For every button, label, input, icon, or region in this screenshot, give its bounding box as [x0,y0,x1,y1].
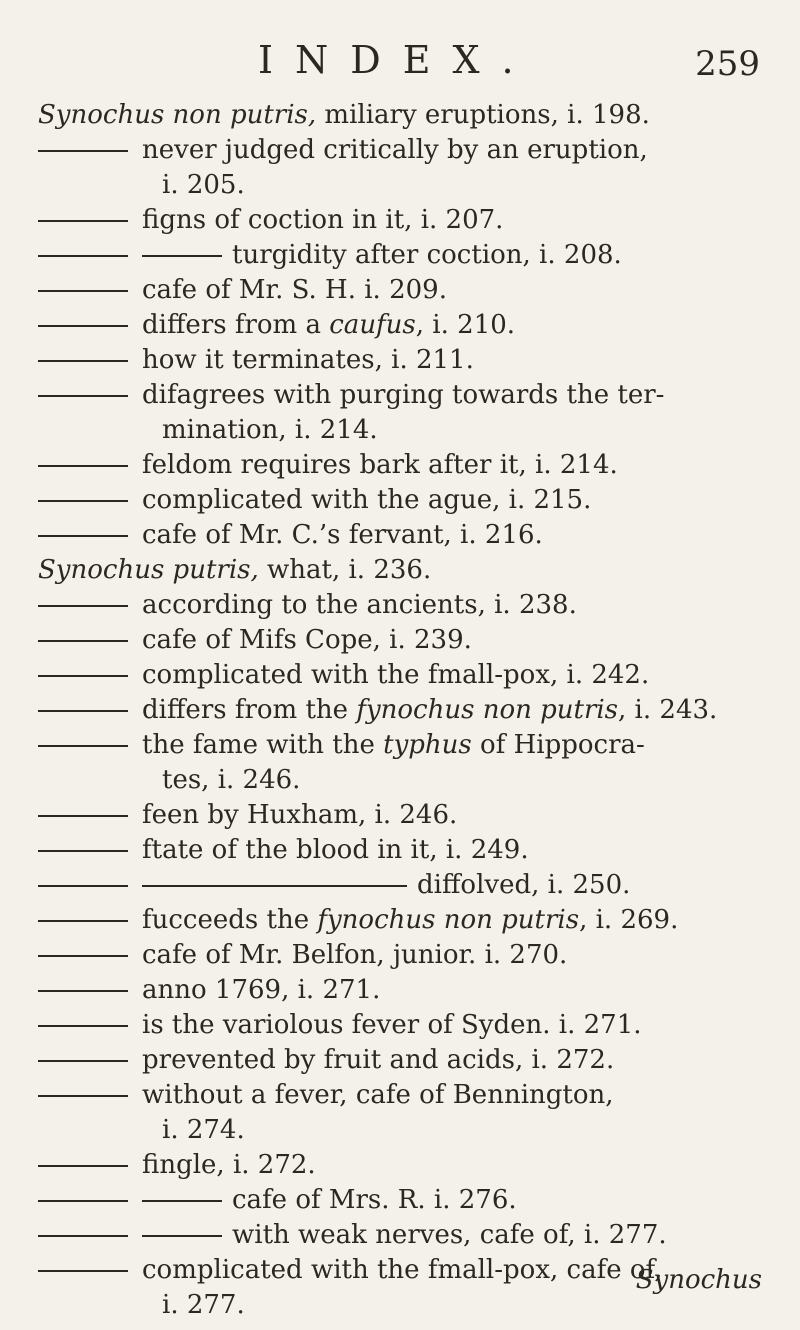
index-subentry [38,693,768,728]
ditto-dash [38,150,128,152]
ditto-dash [38,395,128,397]
ditto-dash [38,1200,128,1202]
index-subentry [38,308,768,343]
entry-text: difagrees with purging towards the ter- mination, i. 214. [142,378,768,448]
ditto-dash [38,675,128,677]
index-heading-entry [38,98,768,133]
entry-text: cafe of Mr. C.’s fervant, i. 216. [142,520,543,550]
entry-text: fucceeds the fynochus non putris, i. 269. [142,905,679,935]
page-number: 259 [695,44,760,84]
entry-text: feldom requires bark after it, i. 214. [142,450,618,480]
index-subentry [38,798,768,833]
index-subentry [38,203,768,238]
entry-text: figns of coction in it, i. 207. [142,205,504,235]
ditto-dash [38,605,128,607]
italic-term: fynochus non putris [356,695,619,725]
index-subentry [38,658,768,693]
index-subentry [38,588,768,623]
index-subentry [38,973,768,1008]
index-subentry [38,378,768,448]
index-entries [38,98,768,1323]
index-subentry [38,448,768,483]
entry-heading: Synochus non putris, [38,100,317,130]
ditto-dash [38,920,128,922]
index-subentry [38,833,768,868]
ditto-dash [38,255,128,257]
ditto-dash [38,850,128,852]
entry-continuation: tes, i. 246. [162,765,301,795]
index-subentry [38,868,768,903]
entry-text: complicated with the fmall-pox, cafe of, i. 277. [142,1253,768,1323]
entry-text: complicated with the ague, i. 215. [142,485,592,515]
entry-text: never judged critically by an eruption, i. 205. [142,133,768,203]
italic-term: typhus [383,730,472,760]
index-subentry [38,728,768,798]
ditto-dash [38,1270,128,1272]
ditto-dash [38,990,128,992]
index-subentry [38,1183,768,1218]
entry-text: complicated with the fmall-pox, i. 242. [142,660,650,690]
index-subentry [38,623,768,658]
entry-continuation: i. 205. [162,170,245,200]
italic-term: fynochus non putris [317,905,580,935]
index-subentry [38,133,768,203]
index-subentry [38,1218,768,1253]
ditto-dash [38,815,128,817]
entry-text: fingle, i. 272. [142,1150,316,1180]
page-header [0,38,800,88]
entry-continuation: i. 274. [162,1115,245,1145]
entry-text: turgidity after coction, i. 208. [142,238,768,273]
entry-text: diffolved, i. 250. [142,868,768,903]
italic-term: caufus [329,310,416,340]
index-subentry [38,1043,768,1078]
index-subentry [38,483,768,518]
entry-continuation: i. 277. [162,1290,245,1320]
index-subentry [38,273,768,308]
index-subentry [38,1148,768,1183]
entry-text: the fame with the typhus of Hippocra- tes, i. 246. [142,728,768,798]
index-subentry [38,518,768,553]
entry-text: without a fever, cafe of Bennington, i. 274. [142,1078,768,1148]
ditto-dash [38,500,128,502]
entry-text: feen by Huxham, i. 246. [142,800,458,830]
ditto-dash [38,1235,128,1237]
ditto-dash [38,710,128,712]
entry-text: cafe of Mrs. R. i. 276. [142,1183,768,1218]
entry-text: ftate of the blood in it, i. 249. [142,835,529,865]
index-heading-entry [38,553,768,588]
index-subentry [38,1008,768,1043]
entry-heading: Synochus putris, [38,555,259,585]
ditto-dash [38,745,128,747]
ditto-dash [38,1060,128,1062]
entry-text: with weak nerves, cafe of, i. 277. [142,1218,768,1253]
ditto-dash [38,885,128,887]
ditto-dash [38,220,128,222]
page-title: INDEX. [258,38,536,82]
index-subentry [38,238,768,273]
ditto-dash [38,325,128,327]
entry-text: differs from the fynochus non putris, i. 243. [142,695,718,725]
ditto-dash [142,885,407,887]
ditto-dash [38,360,128,362]
ditto-dash [38,1025,128,1027]
ditto-dash [38,1165,128,1167]
ditto-dash [142,1235,222,1237]
ditto-dash [142,1200,222,1202]
entry-text: cafe of Mr. Belfon, junior. i. 270. [142,940,568,970]
entry-text: how it terminates, i. 211. [142,345,474,375]
index-subentry [38,343,768,378]
entry-text: Synochus putris, what, i. 236. [38,555,432,585]
entry-text: anno 1769, i. 271. [142,975,381,1005]
entry-text: Synochus non putris, miliary eruptions, i. 198. [38,100,650,130]
ditto-dash [38,640,128,642]
ditto-dash [38,465,128,467]
ditto-dash [38,535,128,537]
ditto-dash [38,1095,128,1097]
index-subentry [38,903,768,938]
entry-text: cafe of Mr. S. H. i. 209. [142,275,447,305]
ditto-dash [142,255,222,257]
entry-text: cafe of Mifs Cope, i. 239. [142,625,472,655]
ditto-dash [38,290,128,292]
entry-text: prevented by fruit and acids, i. 272. [142,1045,615,1075]
entry-text: is the variolous fever of Syden. i. 271. [142,1010,642,1040]
index-subentry [38,938,768,973]
index-subentry [38,1078,768,1148]
ditto-dash [38,955,128,957]
catchword: Synochus [635,1265,762,1295]
entry-continuation: mination, i. 214. [162,415,378,445]
entry-text: according to the ancients, i. 238. [142,590,577,620]
entry-text: differs from a caufus, i. 210. [142,310,516,340]
